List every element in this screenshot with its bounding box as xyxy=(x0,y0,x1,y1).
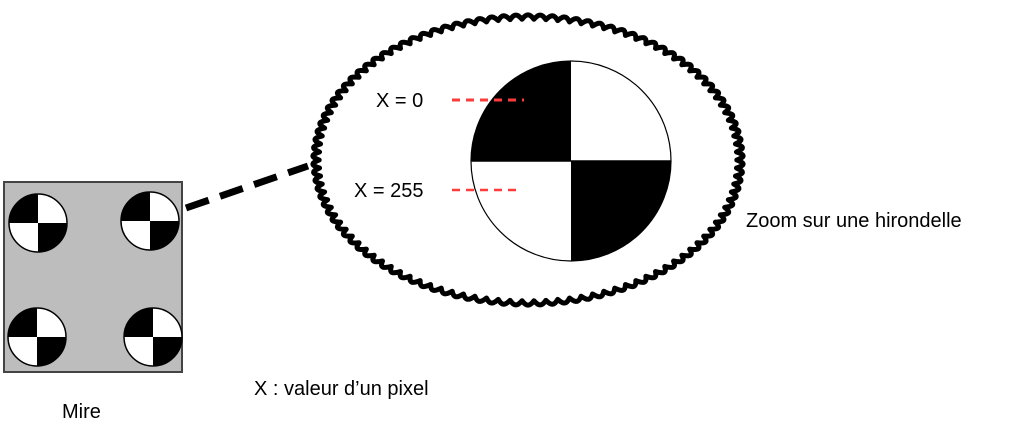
swallow-marker-top-right xyxy=(121,192,179,250)
label-x-zero: X = 0 xyxy=(376,90,424,112)
zoom-connector-line xyxy=(186,166,308,208)
zoom-caption: Zoom sur une hirondelle xyxy=(746,210,962,232)
swallow-marker-bottom-right xyxy=(124,308,182,366)
zoomed-swallow-marker xyxy=(471,61,671,261)
label-x-255: X = 255 xyxy=(354,180,424,202)
mire-caption: Mire xyxy=(62,401,101,423)
swallow-marker-top-left xyxy=(9,194,67,252)
pixel-legend: X : valeur d’un pixel xyxy=(254,378,429,400)
swallow-marker-bottom-left xyxy=(8,308,66,366)
mire-chart xyxy=(4,182,182,372)
